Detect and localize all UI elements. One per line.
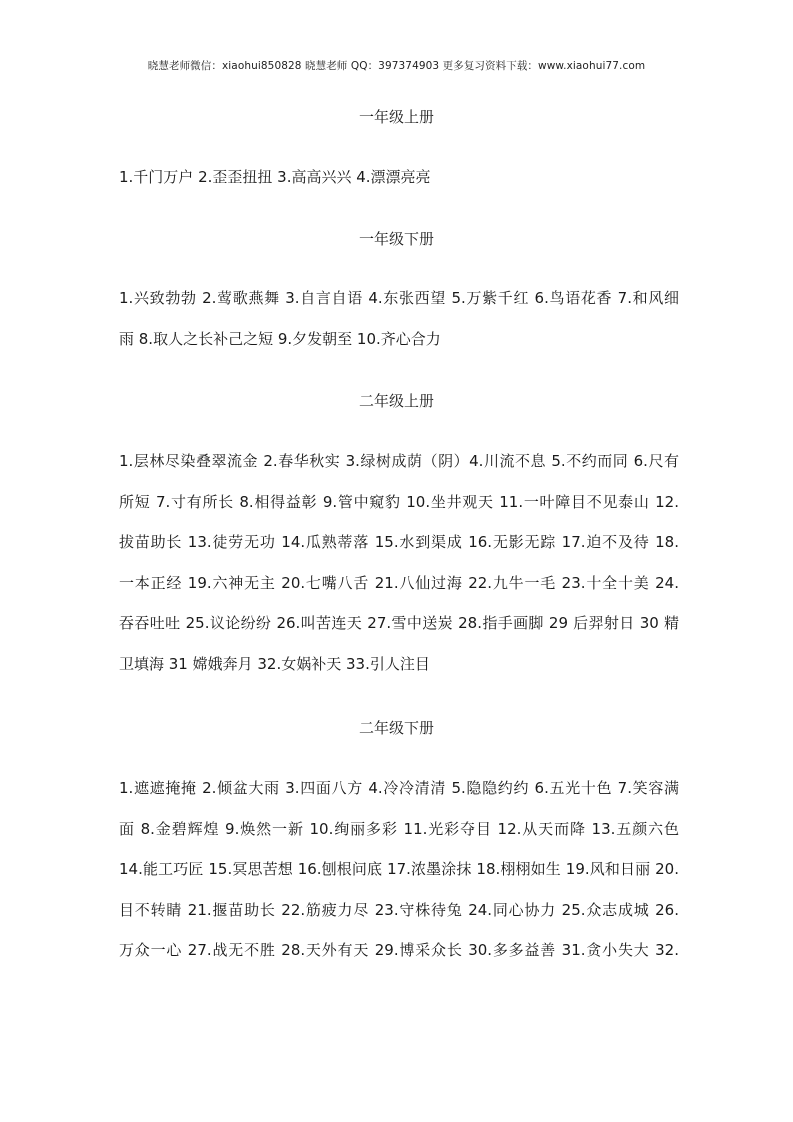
- text-line: 吞吞吐吐 25.议论纷纷 26.叫苦连天 27.雪中送炭 28.指手画脚 29 后羿射日 30 精: [119, 614, 679, 632]
- text-line: 所短 7.寸有所长 8.相得益彰 9.管中窥豹 10.坐井观天 11.一叶障目不见泰山 12.: [119, 492, 679, 511]
- text-line: 14.能工巧匠 15.冥思苦想 16.刨根问底 17.浓墨涂抹 18.栩栩如生 19.风和日丽 20.: [119, 860, 679, 878]
- section-title-grade1-first: 一年级上册: [358, 108, 434, 126]
- section-title-grade1-second: 一年级下册: [358, 230, 434, 248]
- text-line: 1.层林尽染叠翠流金 2.春华秋实 3.绿树成荫（阴）4.川流不息 5.不约而同 6.尺有: [119, 452, 679, 470]
- section-body-grade1-first: [119, 157, 679, 198]
- text-line: 1.兴致勃勃 2.莺歌燕舞 3.自言自语 4.东张西望 5.万紫千红 6.鸟语花香 7.和风细: [119, 289, 679, 307]
- header-contact-line: 晓慧老师微信：xiaohui850828 晓慧老师 QQ：397374903 更多复习资料下载：www.xiaohui77.com: [147, 60, 646, 72]
- text-line: 1.遮遮掩掩 2.倾盆大雨 3.四面八方 4.冷冷清清 5.隐隐约约 6.五光十色 7.笑容满: [119, 779, 679, 797]
- text-line: 卫填海 31 嫦娥奔月 32.女娲补天 33.引人注目: [119, 654, 430, 673]
- section-body-grade1-second: [119, 278, 679, 359]
- section-body-grade2-second: [119, 768, 679, 971]
- text-line: 一本正经 19.六神无主 20.七嘴八舌 21.八仙过海 22.九牛一毛 23.十全十美 24.: [119, 573, 679, 592]
- text-line: 万众一心 27.战无不胜 28.天外有天 29.博采众长 30.多多益善 31.贪小失大 32.: [119, 941, 679, 959]
- text-line: 1.千门万户 2.歪歪扭扭 3.高高兴兴 4.漂漂亮亮: [119, 168, 431, 186]
- text-line: 雨 8.取人之长补己之短 9.夕发朝至 10.齐心合力: [119, 329, 441, 348]
- section-body-grade2-first: [119, 441, 679, 684]
- section-title-grade2-first: 二年级上册: [358, 392, 434, 410]
- text-line: 面 8.金碧辉煌 9.焕然一新 10.绚丽多彩 11.光彩夺目 12.从天而降 13.五颜六色: [119, 819, 679, 838]
- text-line: 目不转睛 21.揠苗助长 22.筋疲力尽 23.守株待兔 24.同心协力 25.众志成城 26.: [119, 900, 679, 919]
- text-line: 拔苗助长 13.徒劳无功 14.瓜熟蒂落 15.水到渠成 16.无影无踪 17.迫不及待 18.: [119, 533, 679, 551]
- section-title-grade2-second: 二年级下册: [358, 719, 434, 737]
